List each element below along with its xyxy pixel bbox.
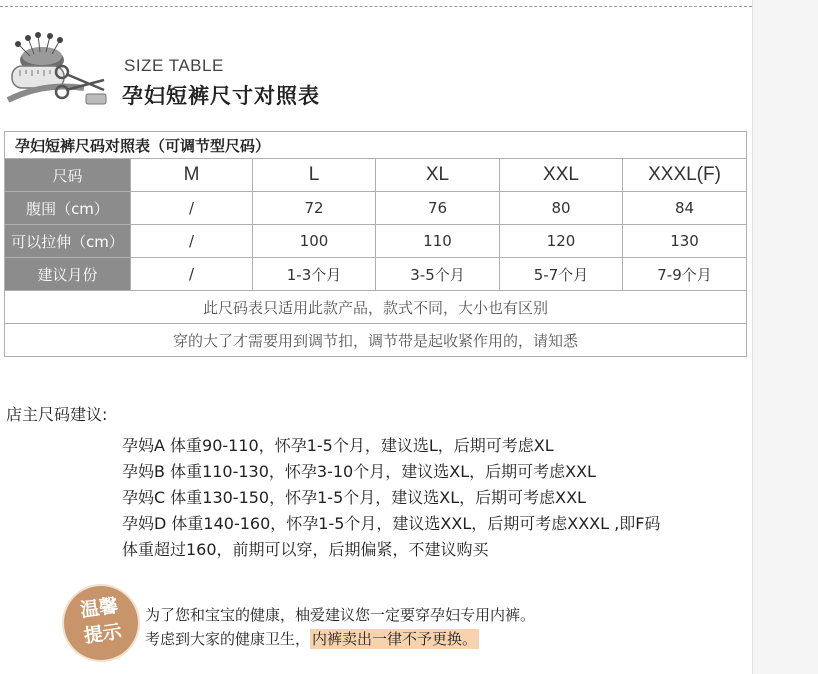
table-caption: 孕妇短裤尺码对照表（可调节型尺码） <box>5 132 747 159</box>
size-header-cell: XL <box>376 159 500 192</box>
table-cell: 130 <box>623 225 747 258</box>
table-cell: 5-7个月 <box>500 258 623 291</box>
table-cell: 84 <box>623 192 747 225</box>
size-header-cell: XXL <box>500 159 623 192</box>
advice-list <box>122 433 660 563</box>
table-note: 此尺码表只适用此款产品，款式不同，大小也有区别 <box>5 291 747 324</box>
table-caption-row <box>5 132 747 159</box>
advice-line: 体重超过160，前期可以穿，后期偏紧，不建议购买 <box>122 540 489 559</box>
size-header-row <box>5 159 747 192</box>
tip-text-1: 为了您和宝宝的健康，柚爱建议您一定要穿孕妇专用内裤。 <box>145 606 536 624</box>
table-note-row <box>5 324 747 357</box>
size-header-label: 尺码 <box>5 159 131 192</box>
top-divider <box>0 6 752 7</box>
table-cell: / <box>131 258 253 291</box>
table-row-month <box>5 258 747 291</box>
sewing-kit-icon <box>4 30 114 114</box>
size-header-cell: XXXL(F) <box>623 159 747 192</box>
warm-tip-badge <box>64 586 138 660</box>
advice-line: 孕妈C 体重130-150，怀孕1-5个月，建议选XL，后期可考虑XXL <box>122 488 586 507</box>
badge-line: 温馨 <box>78 594 120 622</box>
table-cell: / <box>131 225 253 258</box>
tip-text-2 <box>145 628 479 649</box>
size-table-title-cn: 孕妇短裤尺寸对照表 <box>122 84 320 108</box>
table-note-row <box>5 291 747 324</box>
row-label: 建议月份 <box>5 258 131 291</box>
table-row-belly <box>5 192 747 225</box>
size-table <box>4 131 747 357</box>
table-cell: 76 <box>376 192 500 225</box>
table-cell: 3-5个月 <box>376 258 500 291</box>
table-cell: 100 <box>253 225 376 258</box>
table-cell: 72 <box>253 192 376 225</box>
table-cell: 120 <box>500 225 623 258</box>
table-cell: 110 <box>376 225 500 258</box>
size-header-cell: M <box>131 159 253 192</box>
tip-text-2-prefix: 考虑到大家的健康卫生， <box>145 630 311 648</box>
table-cell: / <box>131 192 253 225</box>
badge-line: 提示 <box>82 620 124 648</box>
advice-line: 孕妈A 体重90-110，怀孕1-5个月，建议选L，后期可考虑XL <box>122 436 554 455</box>
row-label: 可以拉伸（cm） <box>5 225 131 258</box>
advice-line: 孕妈B 体重110-130，怀孕3-10个月，建议选XL，后期可考虑XXL <box>122 462 596 481</box>
warm-tip-badge-text <box>61 590 142 652</box>
table-cell: 7-9个月 <box>623 258 747 291</box>
size-header-cell: L <box>253 159 376 192</box>
table-note: 穿的大了才需要用到调节扣，调节带是起收紧作用的，请知悉 <box>5 324 747 357</box>
table-row-stretch <box>5 225 747 258</box>
table-cell: 1-3个月 <box>253 258 376 291</box>
row-label: 腹围（cm） <box>5 192 131 225</box>
tip-highlight: 内裤卖出一律不予更换。 <box>312 630 478 648</box>
table-cell: 80 <box>500 192 623 225</box>
advice-line: 孕妈D 体重140-160，怀孕1-5个月，建议选XXL，后期可考虑XXXL ,即F码 <box>122 514 661 533</box>
size-table-title-en: SIZE TABLE <box>124 56 224 75</box>
advice-title: 店主尺码建议: <box>6 405 108 424</box>
right-gutter <box>752 0 818 674</box>
